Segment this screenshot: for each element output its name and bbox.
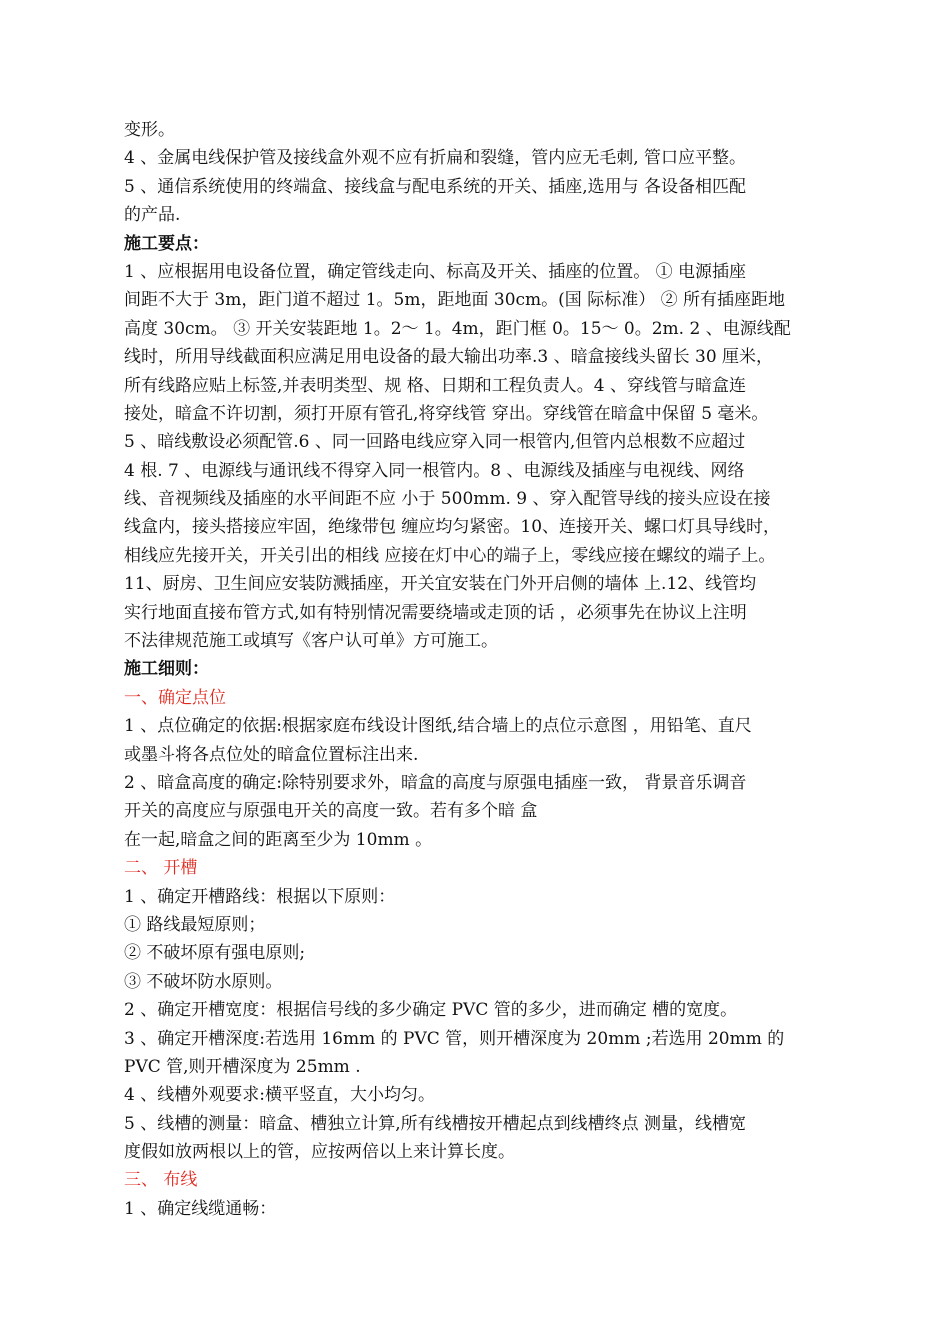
text-line: 在一起,暗盒之间的距离至少为 10mm 。 bbox=[124, 829, 433, 850]
text-line: 1 、确定线缆通畅： bbox=[124, 1198, 277, 1219]
document-body bbox=[124, 116, 844, 1223]
text-line: 高度 30cm。 ③ 开关安装距地 1。2～ 1。4m，距门框 0。15～ 0。2m. 2 、电源线配 bbox=[124, 318, 791, 339]
subsection-heading: 二、 开槽 bbox=[124, 858, 198, 879]
text-line: 1 、应根据用电设备位置，确定管线走向、标高及开关、插座的位置。 ① 电源插座 bbox=[124, 261, 747, 282]
text-line: 5 、暗线敷设必须配管.6 、同一回路电线应穿入同一根管内,但管内总根数不应超过 bbox=[124, 432, 746, 453]
section-heading: 施工要点： bbox=[124, 233, 209, 254]
text-line: 相线应先接开关，开关引出的相线 应接在灯中心的端子上，零线应接在螺纹的端子上。 bbox=[124, 545, 776, 566]
text-line: 间距不大于 3m，距门道不超过 1。5m，距地面 30cm。(国 际标准） ② 所有插座距地 bbox=[124, 290, 786, 311]
text-line: 度假如放两根以上的管，应按两倍以上来计算长度。 bbox=[124, 1142, 515, 1163]
text-line: 所有线路应贴上标签,并表明类型、规 格、日期和工程负责人。4 、穿线管与暗盒连 bbox=[124, 375, 747, 396]
text-line: 实行地面直接布管方式,如有特别情况需要绕墙或走顶的话 ，必须事先在协议上注明 bbox=[124, 602, 747, 623]
text-line: 线盒内，接头搭接应牢固，绝缘带包 缠应均匀紧密。10、连接开关、螺口灯具导线时， bbox=[124, 517, 781, 538]
text-line: 1 、确定开槽路线：根据以下原则： bbox=[124, 886, 396, 907]
text-line: ② 不破坏原有强电原则; bbox=[124, 943, 306, 964]
text-line: 开关的高度应与原强电开关的高度一致。若有多个暗 盒 bbox=[124, 801, 538, 822]
text-line: 4 、线槽外观要求:横平竖直，大小均匀。 bbox=[124, 1085, 435, 1106]
text-line: ③ 不破坏防水原则。 bbox=[124, 971, 283, 992]
text-line: 线时，所用导线截面积应满足用电设备的最大输出功率.3 、暗盒接线头留长 30 厘米， bbox=[124, 347, 774, 368]
text-line: PVC 管,则开槽深度为 25mm . bbox=[124, 1056, 361, 1077]
text-line: 不法律规范施工或填写《客户认可单》方可施工。 bbox=[124, 631, 498, 652]
text-line: 2 、暗盒高度的确定:除特别要求外，暗盒的高度与原强电插座一致， 背景音乐调音 bbox=[124, 772, 747, 793]
text-line: 的产品. bbox=[124, 205, 181, 226]
text-line: 3 、确定开槽深度:若选用 16mm 的 PVC 管，则开槽深度为 20mm ;若选用 20mm 的 bbox=[124, 1028, 785, 1049]
text-line: 4 、金属电线保护管及接线盒外观不应有折扁和裂缝，管内应无毛刺, 管口应平整。 bbox=[124, 148, 747, 169]
text-line: 线、音视频线及插座的水平间距不应 小于 500mm. 9 、穿入配管导线的接头应设在接 bbox=[124, 489, 771, 510]
text-line: 5 、通信系统使用的终端盒、接线盒与配电系统的开关、插座,选用与 各设备相匹配 bbox=[124, 176, 747, 197]
text-line: 或墨斗将各点位处的暗盒位置标注出来. bbox=[124, 744, 419, 765]
text-line: 变形。 bbox=[124, 120, 175, 140]
text-line: 1 、点位确定的依据:根据家庭布线设计图纸,结合墙上的点位示意图 ，用铅笔、直尺 bbox=[124, 716, 752, 737]
text-line: ① 路线最短原则； bbox=[124, 914, 266, 935]
subsection-heading: 三、 布线 bbox=[124, 1170, 198, 1191]
text-line: 4 根. 7 、电源线与通讯线不得穿入同一根管内。8 、电源线及插座与电视线、网络 bbox=[124, 460, 745, 481]
text-line: 11、厨房、卫生间应安装防溅插座，开关宜安装在门外开启侧的墙体 上.12、线管均 bbox=[124, 574, 757, 595]
subsection-heading: 一、确定点位 bbox=[124, 687, 226, 708]
section-heading: 施工细则： bbox=[124, 659, 209, 680]
text-line: 接处，暗盒不许切割，须打开原有管孔,将穿线管 穿出。穿线管在暗盒中保留 5 毫米。 bbox=[124, 403, 769, 424]
text-line: 2 、确定开槽宽度：根据信号线的多少确定 PVC 管的多少，进而确定 槽的宽度。 bbox=[124, 1000, 738, 1021]
text-line: 5 、线槽的测量：暗盒、槽独立计算,所有线槽按开槽起点到线槽终点 测量，线槽宽 bbox=[124, 1113, 747, 1134]
